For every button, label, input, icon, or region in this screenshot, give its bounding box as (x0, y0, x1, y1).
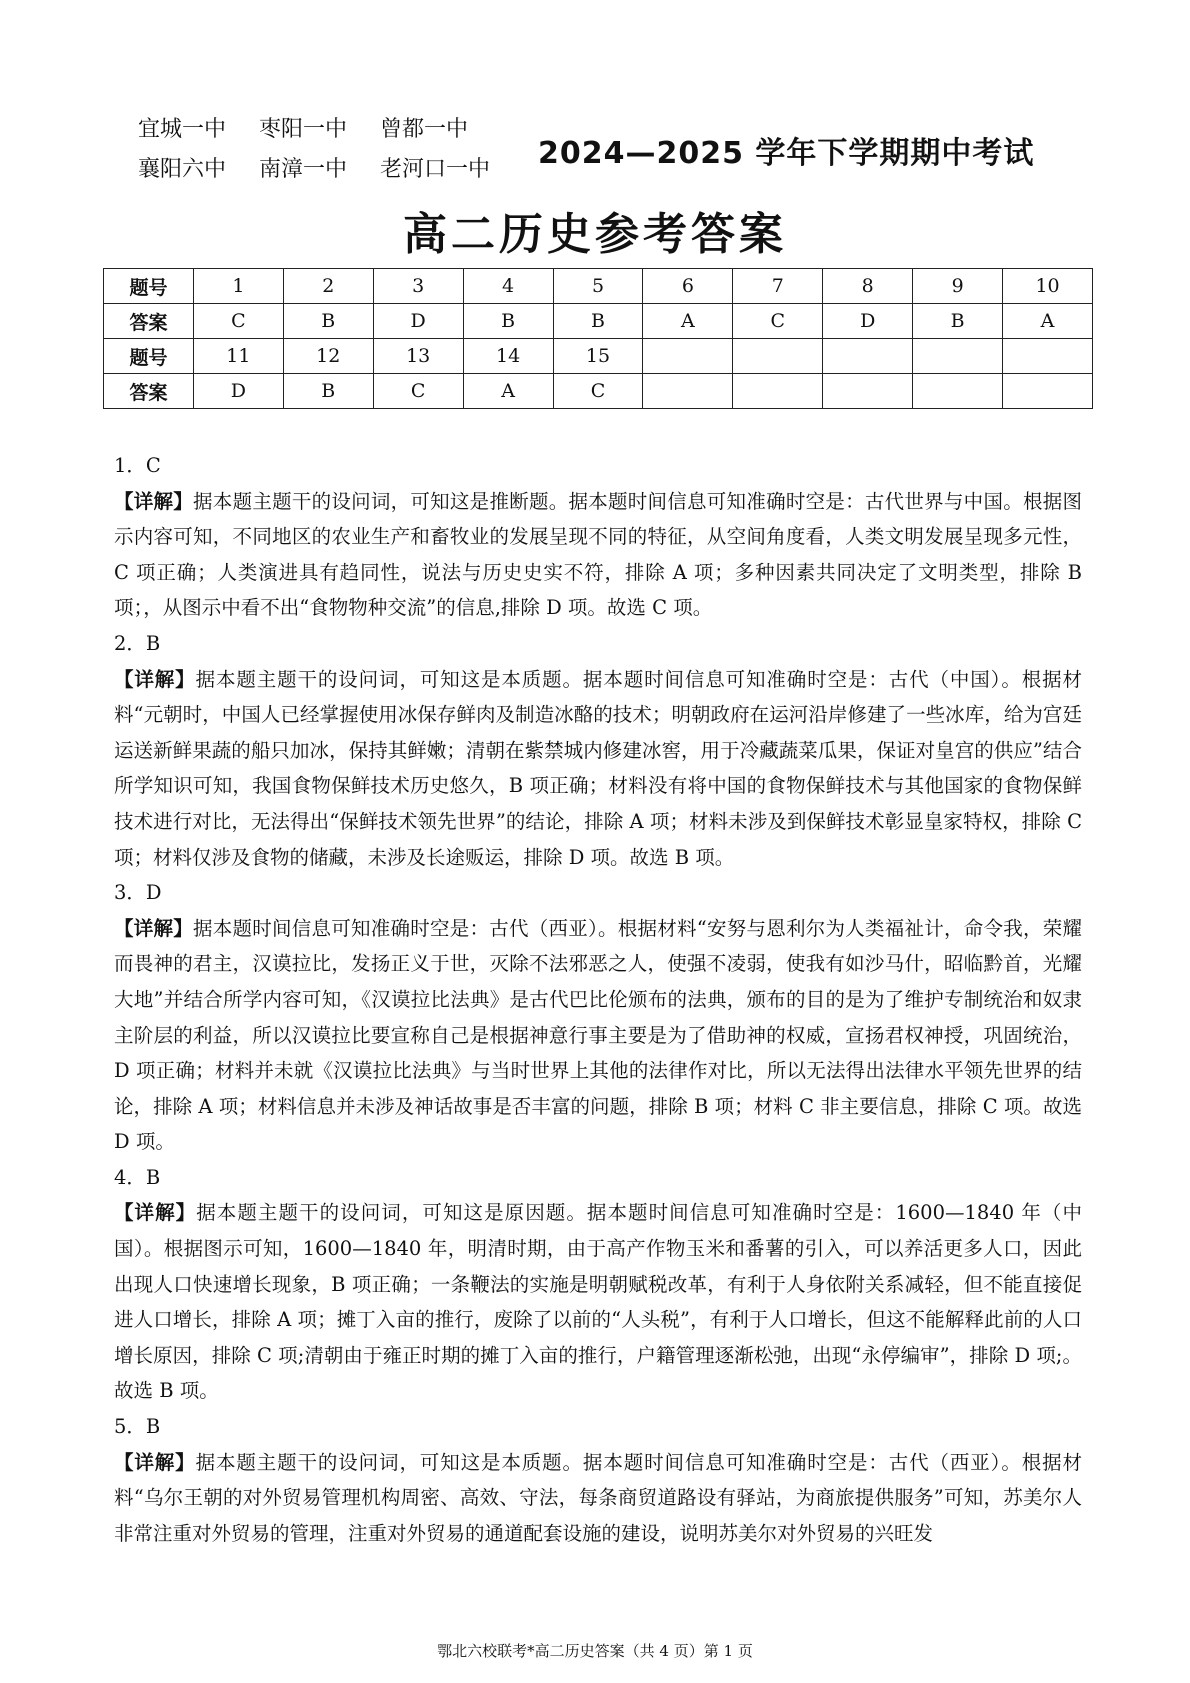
table-cell: C (733, 304, 823, 339)
table-cell (1003, 339, 1093, 374)
table-header-cell: 答案 (104, 374, 194, 409)
table-row (104, 374, 1093, 409)
table-cell: 4 (463, 269, 553, 304)
question-label: 2．B (114, 631, 161, 655)
table-cell: 3 (373, 269, 463, 304)
table-header-cell: 答案 (104, 304, 194, 339)
detail-tag: 【详解】 (114, 1450, 196, 1474)
page-title: 高二历史参考答案 (403, 209, 787, 260)
table-cell: B (283, 304, 373, 339)
table-cell: D (823, 304, 913, 339)
question-label: 1．C (114, 454, 161, 477)
question-explanation (114, 911, 1082, 1160)
explanation-text: 据本题时间信息可知准确时空是：古代（西亚）。根据材料“安努与恩利尔为人类福祉计，命令我，荣耀而畏神的君主，汉谟拉比，发扬正义于世，灭除不法邪恶之人，使强不凌弱，使我有如沙马什，昭临黔首，光耀大地”并结合所学内容可知，《汉谟拉比法典》是古代巴比伦颁布的法典，颁布的目的是为了维护专制统治和奴隶主阶层的利益，所以汉谟拉比要宣称自己是根据神意行事主要是为了借助神的权威，宣扬君权神授，巩固统治，D 项正确；材料并未就《汉谟拉比法典》与当时世界上其他的法律作对比，所以无法得出法律水平领先世界的结论，排除 A 项；材料信息并未涉及神话故事是否丰富的问题，排除 B 项；材料 C 非主要信息，排除 C 项。故选 D 项。 (114, 916, 1082, 1154)
question-explanation (114, 662, 1082, 876)
question-label: 3．D (114, 881, 162, 905)
table-cell (823, 339, 913, 374)
question-label: 4．B (114, 1165, 161, 1189)
table-cell: 8 (823, 269, 913, 304)
table-cell: 14 (463, 339, 553, 374)
table-cell: 1 (193, 269, 283, 304)
table-cell (733, 339, 823, 374)
question-explanation (114, 1445, 1082, 1552)
table-row (104, 269, 1093, 304)
school-list (138, 110, 516, 190)
table-cell (913, 339, 1003, 374)
table-cell: 2 (283, 269, 373, 304)
table-cell (643, 374, 733, 409)
page-footer: 鄂北六校联考*高二历史答案（共 4 页）第 1 页 (437, 1642, 753, 1660)
question-explanation (114, 484, 1082, 626)
table-row (104, 339, 1093, 374)
school-name: 南漳一中 (259, 157, 348, 182)
detail-tag: 【详解】 (114, 1201, 197, 1225)
table-cell (823, 374, 913, 409)
school-row-1 (138, 110, 516, 150)
table-cell: 7 (733, 269, 823, 304)
table-cell: 12 (283, 339, 373, 374)
question-explanation (114, 1195, 1082, 1409)
table-cell (733, 374, 823, 409)
table-cell: C (373, 374, 463, 409)
school-name: 曾都一中 (380, 117, 469, 142)
table-cell: 5 (553, 269, 643, 304)
table-cell: C (553, 374, 643, 409)
answer-table (103, 268, 1093, 409)
table-cell: C (193, 304, 283, 339)
table-cell: 11 (193, 339, 283, 374)
question-label: 5．B (114, 1415, 161, 1439)
detail-tag: 【详解】 (114, 916, 194, 940)
table-cell: 9 (913, 269, 1003, 304)
school-name: 枣阳一中 (259, 117, 348, 142)
explanation-text: 据本题主题干的设问词，可知这是本质题。据本题时间信息可知准确时空是：古代（西亚）。根据材料“乌尔王朝的对外贸易管理机构周密、高效、守法，每条商贸道路设有驿站，为商旅提供服务”可知，苏美尔人非常注重对外贸易的管理，注重对外贸易的通道配套设施的建设，说明苏美尔对外贸易的兴旺发 (114, 1450, 1082, 1545)
table-cell (643, 339, 733, 374)
table-cell: A (1003, 304, 1093, 339)
table-cell: 10 (1003, 269, 1093, 304)
school-name: 宜城一中 (138, 117, 227, 142)
table-cell: B (913, 304, 1003, 339)
school-name: 襄阳六中 (138, 157, 227, 182)
table-cell (1003, 374, 1093, 409)
table-cell: 13 (373, 339, 463, 374)
detail-tag: 【详解】 (114, 667, 196, 691)
explanation-text: 据本题主题干的设问词，可知这是推断题。据本题时间信息可知准确时空是：古代世界与中国。根据图示内容可知，不同地区的农业生产和畜牧业的发展呈现不同的特征，从空间角度看，人类文明发展呈现多元性，C 项正确；人类演进具有趋同性，说法与历史史实不符，排除 A 项；多种因素共同决定了文明类型，排除 B 项；，从图示中看不出“食物物种交流”的信息,排除 D 项。故选 C 项。 (114, 489, 1082, 620)
school-name: 老河口一中 (380, 157, 491, 182)
table-header-cell: 题号 (104, 339, 194, 374)
table-cell: D (373, 304, 463, 339)
table-cell: B (283, 374, 373, 409)
table-cell: D (193, 374, 283, 409)
explanation-text: 据本题主题干的设问词，可知这是本质题。据本题时间信息可知准确时空是：古代（中国）。根据材料“元朝时，中国人已经掌握使用冰保存鲜肉及制造冰酪的技术；明朝政府在运河沿岸修建了一些冰库，给为宫廷运送新鲜果蔬的船只加冰，保持其鲜嫩；清朝在紫禁城内修建冰窖，用于冷藏蔬菜瓜果，保证对皇宫的供应”结合所学知识可知，我国食物保鲜技术历史悠久，B 项正确；材料没有将中国的食物保鲜技术与其他国家的食物保鲜技术进行对比，无法得出“保鲜技术领先世界”的结论，排除 A 项；材料未涉及到保鲜技术彰显皇家特权，排除 C 项；材料仅涉及食物的储藏，未涉及长途贩运，排除 D 项。故选 B 项。 (114, 667, 1082, 869)
explanations (114, 448, 1082, 1551)
table-cell: A (643, 304, 733, 339)
table-cell: B (463, 304, 553, 339)
table-cell: A (463, 374, 553, 409)
detail-tag: 【详解】 (114, 489, 194, 513)
explanation-text: 据本题主题干的设问词，可知这是原因题。据本题时间信息可知准确时空是：1600—1840 年（中国）。根据图示可知，1600—1840 年，明清时期，由于高产作物玉米和番薯的引入，可以养活更多人口，因此出现人口快速增长现象，B 项正确；一条鞭法的实施是明朝赋税改革，有利于人身依附关系减轻，但不能直接促进人口增长，排除 A 项；摊丁入亩的推行，废除了以前的“人头税”，有利于人口增长，但这不能解释此前的人口增长原因，排除 C 项;清朝由于雍正时期的摊丁入亩的推行，户籍管理逐渐松弛，出现“永停编审”，排除 D 项;。故选 B 项。 (114, 1201, 1082, 1403)
table-header-cell: 题号 (104, 269, 194, 304)
table-cell (913, 374, 1003, 409)
exam-title: 2024—2025 学年下学期期中考试 (538, 136, 1035, 171)
table-cell: B (553, 304, 643, 339)
table-cell: 15 (553, 339, 643, 374)
school-row-2 (138, 150, 516, 190)
table-row (104, 304, 1093, 339)
table-cell: 6 (643, 269, 733, 304)
